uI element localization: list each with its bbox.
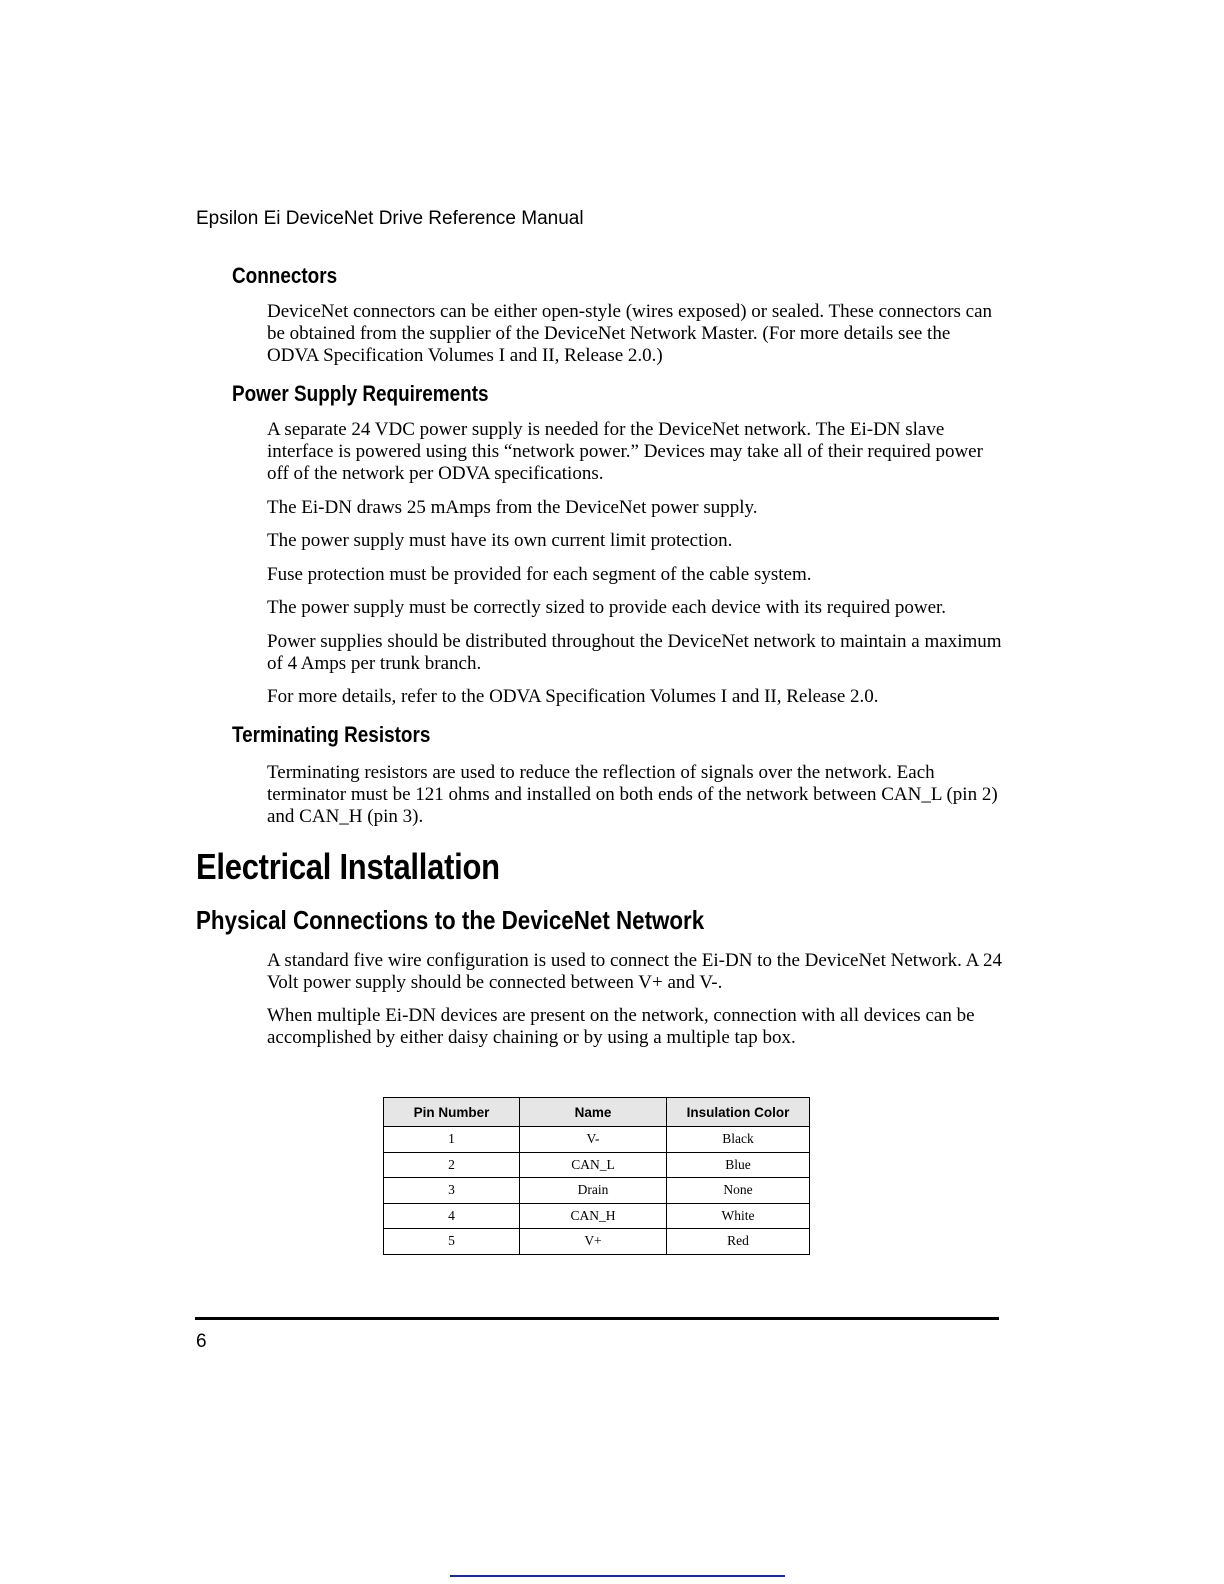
link-underline-divider <box>450 1575 785 1577</box>
pin-number-cell: 1 <box>384 1127 520 1153</box>
table-row <box>384 1127 810 1153</box>
physical-connections-heading: Physical Connections to the DeviceNet Network <box>196 905 705 935</box>
table-row <box>384 1203 810 1229</box>
pin-name-cell: CAN_H <box>520 1203 667 1229</box>
table-row <box>384 1178 810 1204</box>
physical-connections-paragraph: When multiple Ei-DN devices are present on the network, connection with all devices can be accomplished by either daisy chaining or by using a multiple tap box. <box>267 1005 975 1048</box>
pin-table <box>383 1097 810 1255</box>
pin-number-cell: 2 <box>384 1152 520 1178</box>
power-supply-paragraph: The Ei-DN draws 25 mAmps from the DeviceNet power supply. <box>267 497 758 518</box>
power-supply-paragraph: Fuse protection must be provided for each segment of the cable system. <box>267 564 812 585</box>
electrical-installation-heading: Electrical Installation <box>196 846 500 887</box>
power-supply-paragraph: Power supplies should be distributed throughout the DeviceNet network to maintain a maximum of 4 Amps per trunk branch. <box>267 631 1002 674</box>
page-number: 6 <box>196 1331 207 1352</box>
table-row <box>384 1229 810 1255</box>
table-header-row <box>384 1098 810 1127</box>
running-header: Epsilon Ei DeviceNet Drive Reference Manual <box>196 208 584 229</box>
pin-name-cell: V- <box>520 1127 667 1153</box>
column-header: Insulation Color <box>667 1098 810 1127</box>
insulation-color-cell: White <box>667 1203 810 1229</box>
insulation-color-cell: Red <box>667 1229 810 1255</box>
column-header: Name <box>520 1098 667 1127</box>
table-row <box>384 1152 810 1178</box>
insulation-color-cell: Blue <box>667 1152 810 1178</box>
power-supply-paragraph: The power supply must be correctly sized to provide each device with its required power. <box>267 597 947 618</box>
terminating-resistors-paragraph: Terminating resistors are used to reduce the reflection of signals over the network. Each terminator must be 121 ohms and installed on both ends of the network between CAN_L (pin 2) and CAN_H (pin 3). <box>267 762 998 827</box>
footer-divider <box>195 1317 999 1320</box>
pin-number-cell: 4 <box>384 1203 520 1229</box>
connectors-paragraph: DeviceNet connectors can be either open-style (wires exposed) or sealed. These connectors can be obtained from the supplier of the DeviceNet Network Master. (For more details see the ODVA Specification Volumes I and II, Release 2.0.) <box>267 301 993 366</box>
power-supply-paragraph: A separate 24 VDC power supply is needed for the DeviceNet network. The Ei-DN slave interface is powered using this “network power.” Devices may take all of their required power off of the network per ODVA specifications. <box>267 419 983 484</box>
insulation-color-cell: Black <box>667 1127 810 1153</box>
terminating-resistors-heading: Terminating Resistors <box>232 722 431 747</box>
power-supply-paragraph: For more details, refer to the ODVA Specification Volumes I and II, Release 2.0. <box>267 686 879 707</box>
pin-name-cell: V+ <box>520 1229 667 1255</box>
column-header: Pin Number <box>384 1098 520 1127</box>
insulation-color-cell: None <box>667 1178 810 1204</box>
pin-number-cell: 3 <box>384 1178 520 1204</box>
pin-name-cell: Drain <box>520 1178 667 1204</box>
power-supply-heading: Power Supply Requirements <box>232 381 489 406</box>
power-supply-paragraph: The power supply must have its own current limit protection. <box>267 530 733 551</box>
pin-number-cell: 5 <box>384 1229 520 1255</box>
connectors-heading: Connectors <box>232 263 338 288</box>
physical-connections-paragraph: A standard five wire configuration is used to connect the Ei-DN to the DeviceNet Network. A 24 Volt power supply should be connected between V+ and V-. <box>267 950 1002 993</box>
pin-name-cell: CAN_L <box>520 1152 667 1178</box>
